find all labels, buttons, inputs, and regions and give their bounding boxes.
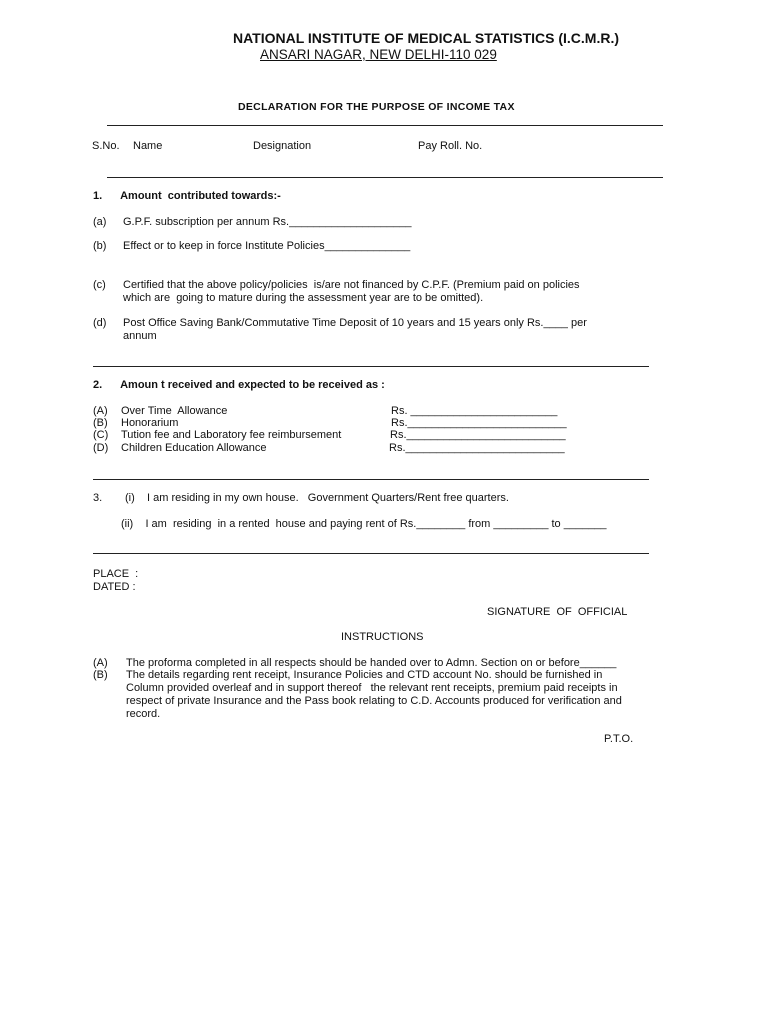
item-C-label: Tution fee and Laboratory fee reimbursement bbox=[121, 429, 342, 441]
section3-number: 3. bbox=[93, 492, 103, 504]
section2-heading: 2. Amoun t received and expected to be received as : bbox=[93, 379, 385, 391]
institute-address: ANSARI NAGAR, NEW DELHI-110 029 bbox=[260, 47, 497, 62]
item-b-text: Effect or to keep in force Institute Policies______________ bbox=[123, 240, 411, 252]
instruction-b-line: Column provided overleaf and in support thereof the relevant rent receipts, premium paid receipts in bbox=[126, 682, 618, 694]
item-D-marker: (D) bbox=[93, 442, 109, 454]
instructions-title: INSTRUCTIONS bbox=[341, 631, 424, 643]
residence-rented: (ii) I am residing in a rented house and paying rent of Rs.________ from _________ to _______ bbox=[121, 518, 607, 530]
item-d-marker: (d) bbox=[93, 317, 107, 329]
divider bbox=[107, 125, 663, 126]
pto-label: P.T.O. bbox=[604, 733, 634, 745]
divider bbox=[93, 553, 649, 554]
form-title: DECLARATION FOR THE PURPOSE OF INCOME TAX bbox=[238, 101, 515, 113]
section1-heading: 1. Amount contributed towards:- bbox=[93, 190, 281, 202]
item-A-amount: Rs. ________________________ bbox=[391, 405, 558, 417]
item-c-line1: Certified that the above policy/policies is/are not financed by C.P.F. (Premium paid on policies bbox=[123, 279, 580, 291]
institute-name: NATIONAL INSTITUTE OF MEDICAL STATISTICS (I.C.M.R.) bbox=[233, 30, 620, 46]
item-c-marker: (c) bbox=[93, 279, 106, 291]
item-B-amount: Rs.__________________________ bbox=[391, 417, 567, 429]
item-A-label: Over Time Allowance bbox=[121, 405, 228, 417]
place-label: PLACE : bbox=[93, 568, 139, 580]
item-c-line2: which are going to mature during the assessment year are to be omitted). bbox=[123, 292, 484, 304]
item-D-label: Children Education Allowance bbox=[121, 442, 267, 454]
instruction-b-line: The details regarding rent receipt, Insurance Policies and CTD account No. should be furnished in bbox=[126, 669, 603, 681]
col-name: Name bbox=[133, 140, 163, 152]
col-payroll: Pay Roll. No. bbox=[418, 140, 483, 152]
item-C-amount: Rs.__________________________ bbox=[390, 429, 566, 441]
item-C-marker: (C) bbox=[93, 429, 109, 441]
instruction-b-line: record. bbox=[126, 708, 161, 720]
instruction-a-marker: (A) bbox=[93, 657, 108, 669]
col-sno: S.No. bbox=[92, 140, 120, 152]
item-d-line1: Post Office Saving Bank/Commutative Time Deposit of 10 years and 15 years only Rs.____ per bbox=[123, 317, 587, 329]
item-B-label: Honorarium bbox=[121, 417, 179, 429]
item-A-marker: (A) bbox=[93, 405, 108, 417]
signature-label: SIGNATURE OF OFFICIAL bbox=[487, 606, 628, 618]
divider bbox=[93, 479, 649, 480]
divider bbox=[93, 366, 649, 367]
instruction-b-line: respect of private Insurance and the Pass book relating to C.D. Accounts produced for verification and bbox=[126, 695, 622, 707]
instruction-a-text: The proforma completed in all respects should be handed over to Admn. Section on or before______ bbox=[126, 657, 617, 669]
item-D-amount: Rs.__________________________ bbox=[389, 442, 565, 454]
item-B-marker: (B) bbox=[93, 417, 108, 429]
item-b-marker: (b) bbox=[93, 240, 107, 252]
item-a-text: G.P.F. subscription per annum Rs.____________________ bbox=[123, 216, 412, 228]
instruction-b-marker: (B) bbox=[93, 669, 108, 681]
divider bbox=[107, 177, 663, 178]
col-designation: Designation bbox=[253, 140, 312, 152]
item-a-marker: (a) bbox=[93, 216, 107, 228]
residence-own: (i) I am residing in my own house. Government Quarters/Rent free quarters. bbox=[125, 492, 509, 504]
dated-label: DATED : bbox=[93, 581, 136, 593]
item-d-line2: annum bbox=[123, 330, 157, 342]
